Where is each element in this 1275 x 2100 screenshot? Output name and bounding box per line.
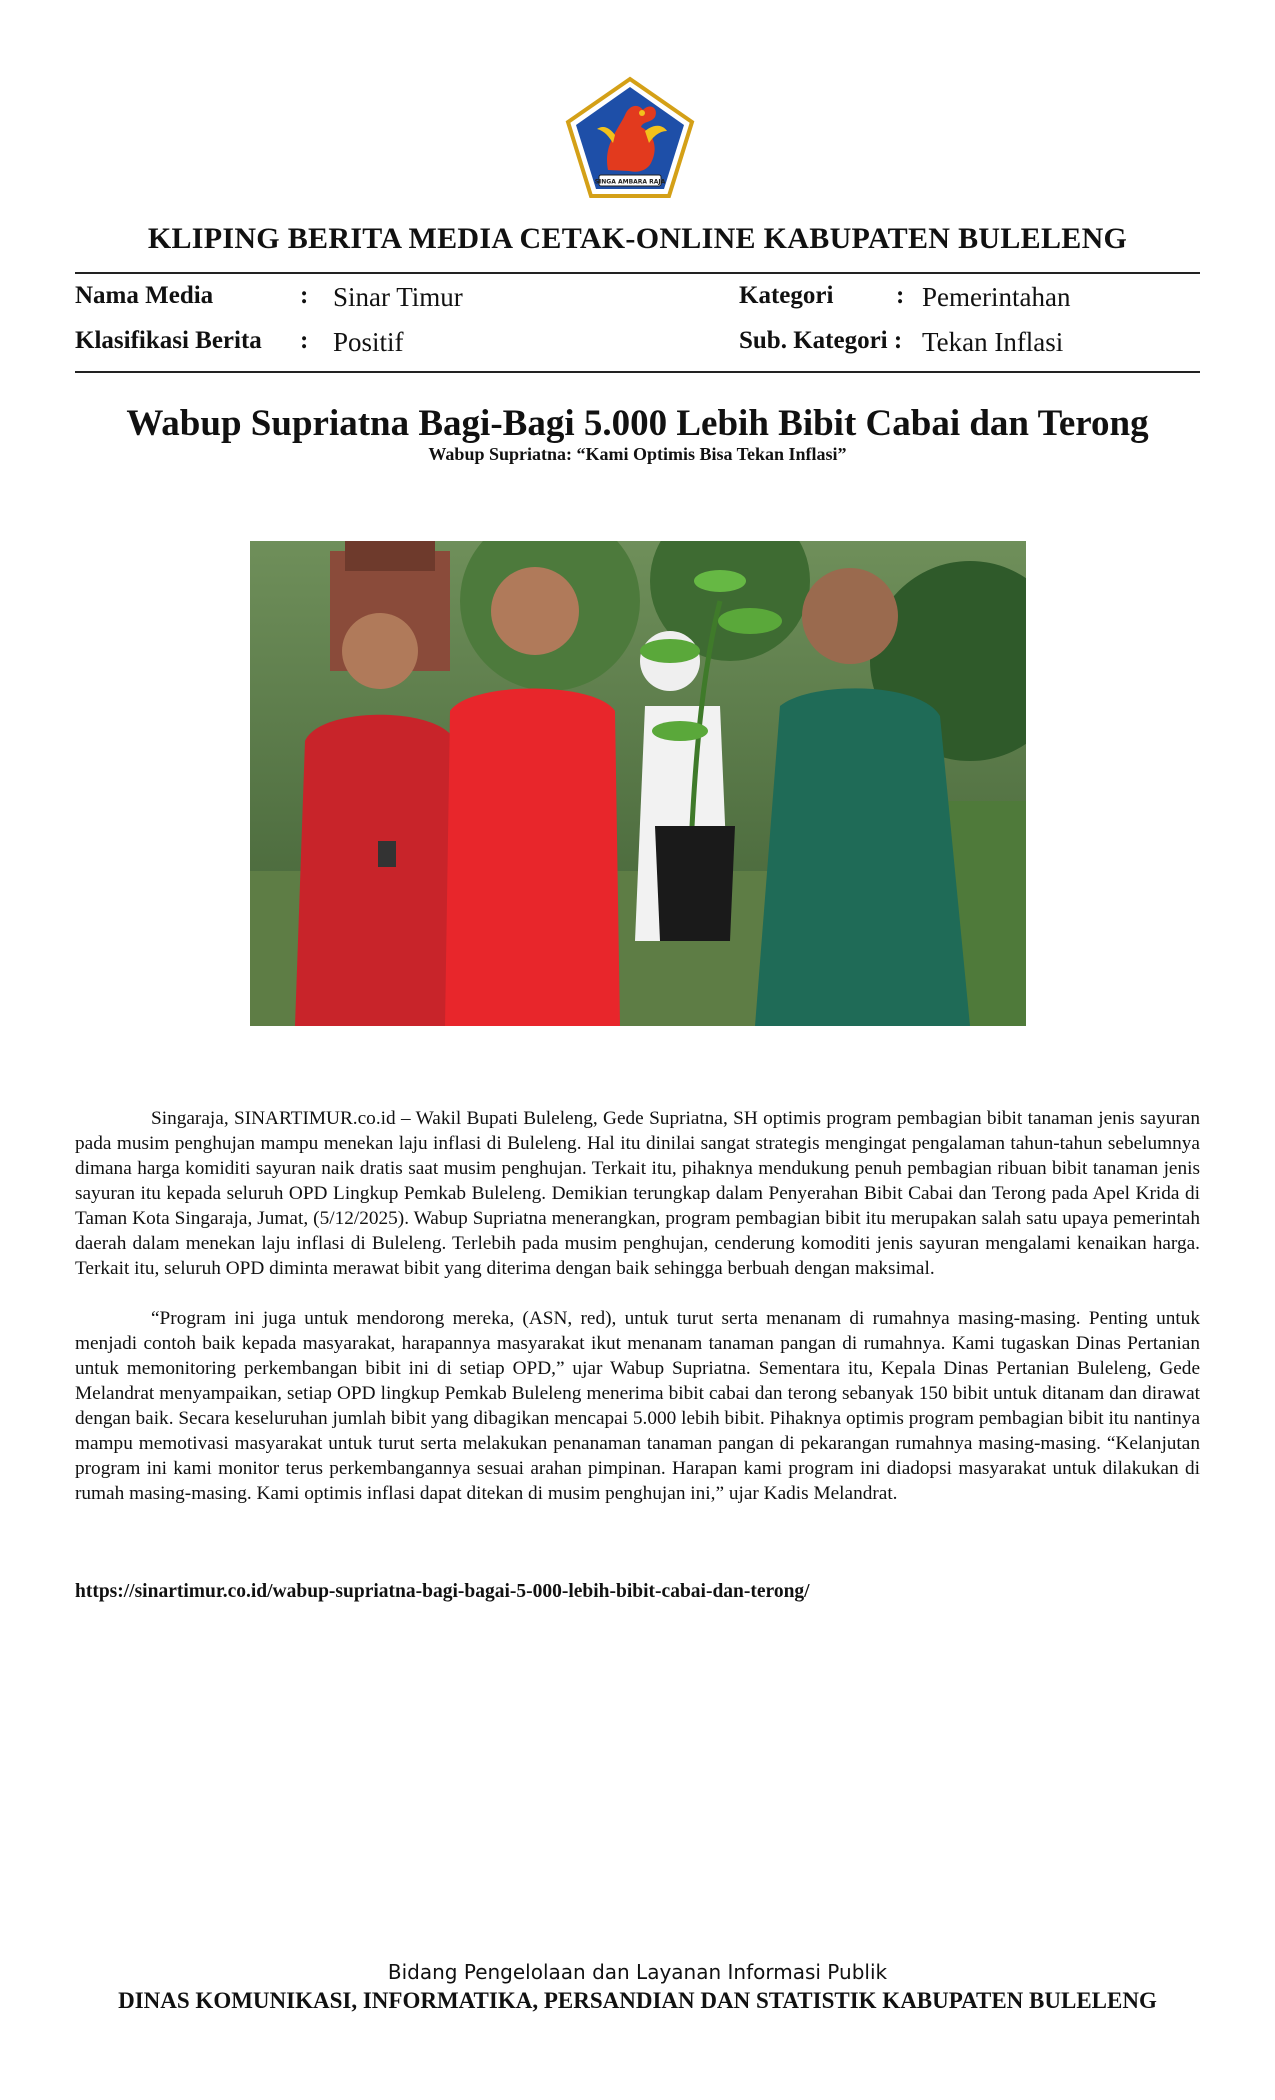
page-header-title: KLIPING BERITA MEDIA CETAK-ONLINE KABUPATEN BULELENG — [147, 222, 1128, 255]
klasifikasi-label: Klasifikasi Berita — [75, 327, 262, 354]
footer-division: Bidang Pengelolaan dan Layanan Informasi Publik — [387, 1960, 888, 1984]
logo-motto: SINGA AMBARA RAJA — [594, 178, 666, 186]
source-link[interactable]: https://sinartimur.co.id/wabup-supriatna-bagi-bagai-5-000-lebih-bibit-cabai-dan-terong/ — [75, 1581, 810, 1602]
article-paragraph: “Program ini juga untuk mendorong mereka, (ASN, red), untuk turut serta menanam di rumahnya masing-masing. Penting untuk menjadi contoh baik kepada masyarakat, harapannya masyarakat ikut menanam tanaman pangan di rumahnya. Kami tugaskan Dinas Pertanian untuk memonitoring perkembangan bibit ini di setiap OPD,” ujar Wabup Supriatna. Sementara itu, Kepala Dinas Pertanian Buleleng, Gede Melandrat menyampaikan, setiap OPD lingkup Pemkab Buleleng menerima bibit cabai dan terong sebanyak 150 bibit untuk ditanam dan dirawat dengan baik. Secara keseluruhan jumlah bibit yang dibagikan mencapai 5.000 lebih bibit. Pihaknya optimis program pembagian bibit itu nantinya mampu memotivasi masyarakat untuk turut serta melakukan penanaman tanaman pangan di pekarangan rumahnya masing-masing. “Kelanjutan program ini kami monitor terus perkembangannya sesuai arahan pimpinan. Harapan kami program ini diadopsi masyarakat untuk dilakukan di rumah masing-masing. Kami optimis inflasi dapat ditekan di musim penghujan ini,” ujar Kadis Melandrat. — [75, 1308, 1201, 1504]
kategori-colon: : — [896, 282, 905, 309]
kategori-label: Kategori — [739, 282, 834, 309]
article-title: Wabup Supriatna Bagi-Bagi 5.000 Lebih Bibit Cabai dan Terong — [126, 403, 1149, 444]
article-photo — [250, 541, 1026, 1026]
article-subtitle: Wabup Supriatna: “Kami Optimis Bisa Tekan Inflasi” — [428, 444, 847, 464]
nama-media-colon: : — [300, 282, 309, 309]
kategori-value: Pemerintahan — [922, 282, 1071, 312]
header-divider-bottom — [75, 371, 1200, 373]
article-body — [75, 1106, 1200, 1531]
klasifikasi-value: Positif — [333, 327, 404, 357]
buleleng-coat-of-arms-icon — [563, 75, 697, 201]
klasifikasi-colon: : — [300, 327, 309, 354]
sub-kategori-value: Tekan Inflasi — [922, 327, 1064, 357]
article-paragraph: Singaraja, SINARTIMUR.co.id – Wakil Bupati Buleleng, Gede Supriatna, SH optimis program pembagian bibit tanaman jenis sayuran pada musim penghujan mampu menekan laju inflasi di Buleleng. Hal itu dinilai sangat strategis mengingat pengalaman tahun-tahun sebelumnya dimana harga komiditi sayuran naik dratis saat musim penghujan. Terkait itu, pihaknya mendukung penuh pembagian ribuan bibit tanaman jenis sayuran itu kepada seluruh OPD Lingkup Pemkab Buleleng. Demikian terungkap dalam Penyerahan Bibit Cabai dan Terong pada Apel Krida di Taman Kota Singaraja, Jumat, (5/12/2025). Wabup Supriatna menerangkan, program pembagian bibit itu merupakan salah satu upaya pemerintah daerah dalam menekan laju inflasi di Buleleng. Terlebih pada musim penghujan, cenderung komoditi jenis sayuran mengalami kenaikan harga. Terkait itu, seluruh OPD diminta merawat bibit yang diterima dengan baik sehingga berbuah dengan maksimal. — [75, 1108, 1200, 1279]
nama-media-label: Nama Media — [75, 282, 214, 309]
nama-media-value: Sinar Timur — [333, 282, 463, 312]
header-divider-top — [75, 272, 1200, 274]
sub-kategori-label: Sub. Kategori : — [739, 327, 903, 354]
footer-agency: DINAS KOMUNIKASI, INFORMATIKA, PERSANDIAN DAN STATISTIK KABUPATEN BULELENG — [118, 1988, 1157, 2013]
